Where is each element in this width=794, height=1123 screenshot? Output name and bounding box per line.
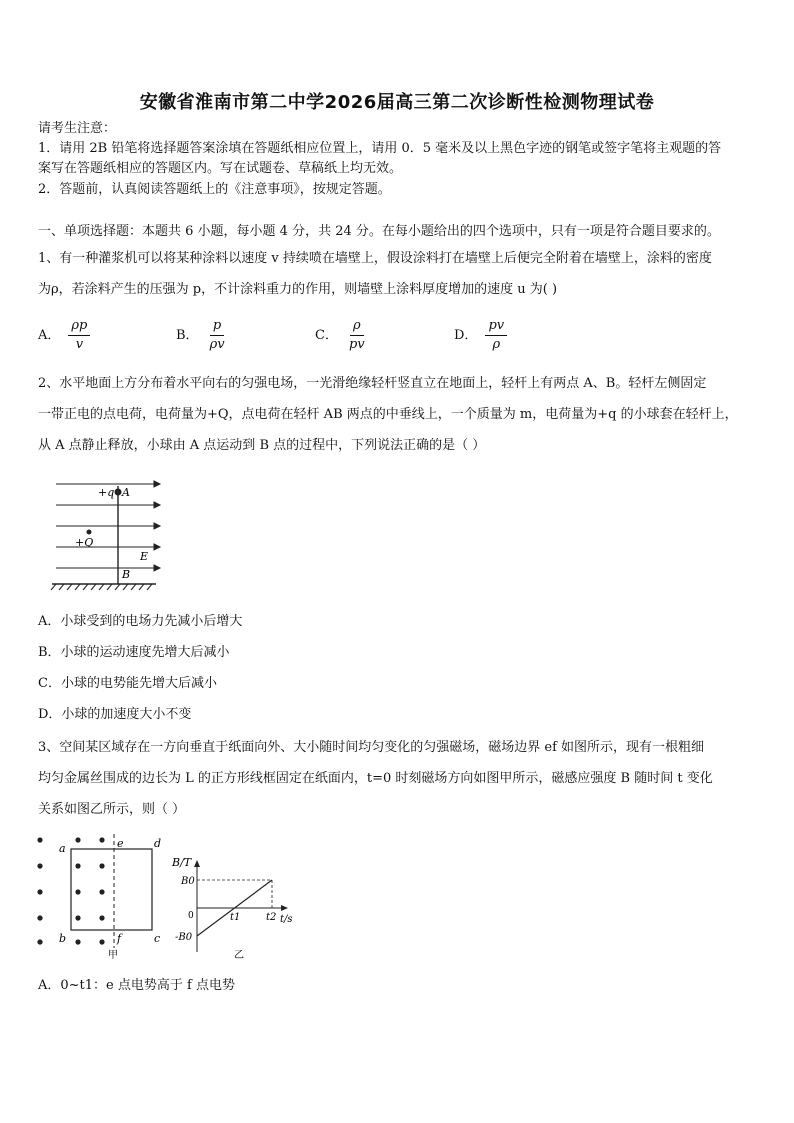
q3-line-2: 均匀金属丝围成的边长为 L 的正方形线框固定在纸面内，t=0 时刻磁场方向如图甲所示，磁感应强度 B 随时间 t 变化 [38, 771, 713, 786]
q3-jia-a-label: a [59, 842, 66, 855]
q3-jia-d-label: d [154, 837, 162, 850]
notice-line-1a: 1．请用 2B 铅笔将选择题答案涂填在答题纸相应位置上，请用 0．5 毫米及以上黑色字迹的钢笔或签字笔将主观题的答 [38, 141, 722, 156]
q3-jia-caption: 甲 [108, 950, 118, 961]
q2-line-2: 一带正电的点电荷，电荷量为+Q，点电荷在轻杆 AB 两点的中垂线上，一个质量为 m，电荷量为+q 的小球套在轻杆上， [38, 407, 738, 422]
q3-jia-c-label: c [154, 932, 161, 945]
q2-fig-e-label: E [140, 550, 149, 563]
q3-yi-t1-label: t1 [230, 912, 241, 923]
q2-option-a: A．小球受到的电场力先减小后增大 [38, 614, 243, 629]
q3-yi-b0-label: B0 [181, 876, 195, 887]
q1-option-a-den: v [75, 337, 84, 352]
section-heading: 一、单项选择题：本题共 6 小题，每小题 4 分，共 24 分。在每小题给出的四个选项中，只有一项是符合题目要求的。 [38, 224, 720, 239]
exam-title: 安徽省淮南市第二中学2026届高三第二次诊断性检测物理试卷 [139, 92, 655, 113]
q1-option-b-label: B． [176, 328, 199, 343]
q2-line-3: 从 A 点静止释放，小球由 A 点运动到 B 点的过程中，下列说法正确的是（ ） [38, 438, 486, 453]
q1-line-1: 1、有一种灌浆机可以将某种涂料以速度 v 持续喷在墙壁上，假设涂料打在墙壁上后便完全附着在墙壁上，涂料的密度 [38, 251, 712, 266]
q3-jia-f-label: f [117, 932, 122, 945]
notice-heading: 请考生注意： [38, 121, 117, 136]
q1-option-a-num: ρp [68, 318, 90, 336]
q1-option-b [176, 318, 228, 353]
q3-jia-e-label: e [117, 837, 124, 850]
q1-option-c-den: pv [348, 337, 365, 352]
q2-option-d: D．小球的加速度大小不变 [38, 707, 192, 722]
q3-figure-yi-b-t-graph [170, 852, 300, 962]
q2-fig-b-label: B [122, 568, 131, 581]
q1-option-d [454, 318, 507, 353]
notice-line-2: 2．答题前，认真阅读答题纸上的《注意事项》，按规定答题。 [38, 182, 391, 197]
q3-figure-jia-magnetic-field [30, 830, 170, 962]
q3-yi-origin-label: 0 [188, 911, 194, 921]
q2-figure-electric-field [48, 474, 166, 594]
q1-option-b-num: p [210, 318, 224, 336]
q3-yi-t2-label: t2 [266, 912, 277, 923]
q2-fig-bigq-label: +Q [75, 536, 94, 549]
q2-option-b: B．小球的运动速度先增大后减小 [38, 645, 230, 660]
q1-option-d-label: D． [454, 328, 478, 343]
q3-jia-b-label: b [59, 932, 67, 945]
q2-option-c: C．小球的电势能先增大后减小 [38, 676, 217, 691]
q3-yi-caption: 乙 [234, 950, 244, 961]
q3-line-3: 关系如图乙所示，则（ ） [38, 802, 186, 817]
q3-yi-y-axis-label: B/T [172, 856, 192, 869]
q1-option-c-num: ρ [350, 318, 364, 336]
q3-option-a: A．0~t1：e 点电势高于 f 点电势 [38, 978, 235, 993]
q2-fig-q-label: +q [98, 486, 115, 499]
q1-line-2: 为ρ，若涂料产生的压强为 p，不计涂料重力的作用，则墙壁上涂料厚度增加的速度 u 为( ) [38, 282, 558, 297]
q1-option-d-num: pv [485, 318, 507, 336]
q1-option-b-den: ρv [209, 337, 225, 352]
q3-line-1: 3、空间某区域存在一方向垂直于纸面向外、大小随时间均匀变化的匀强磁场，磁场边界 ef 如图所示，现有一根粗细 [38, 740, 705, 755]
q1-option-a [38, 318, 90, 353]
q1-option-c [315, 318, 368, 353]
q2-line-1: 2、水平地面上方分布着水平向右的匀强电场，一光滑绝缘轻杆竖直立在地面上，轻杆上有两点 A、B。轻杆左侧固定 [38, 376, 707, 391]
notice-line-1b: 案写在答题纸相应的答题区内。写在试题卷、草稿纸上均无效。 [38, 161, 403, 176]
q1-option-d-den: ρ [492, 337, 501, 352]
q1-option-c-label: C． [315, 328, 338, 343]
q2-fig-a-label: A [122, 486, 130, 499]
q3-yi-neg-b0-label: -B0 [175, 932, 193, 943]
q1-option-a-label: A． [38, 328, 61, 343]
q3-yi-x-axis-label: t/s [280, 914, 293, 925]
